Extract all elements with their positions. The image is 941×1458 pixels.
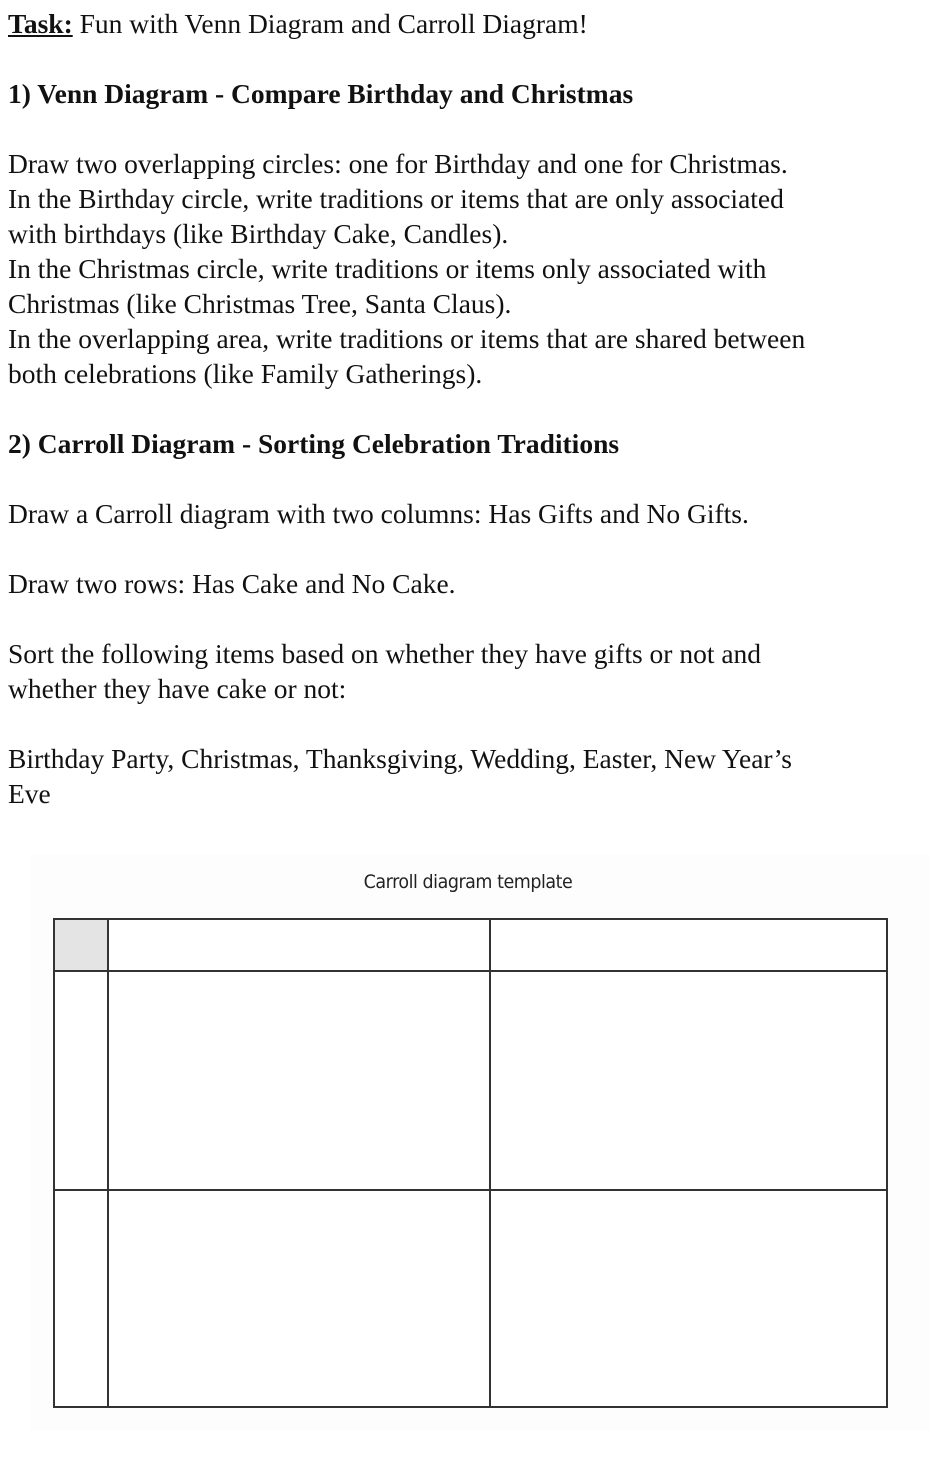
task-label: Task: (8, 8, 73, 39)
carroll-rows-instruction: Draw two rows: Has Cake and No Cake. (8, 568, 456, 599)
venn-instruction-line: In the overlapping area, write traditions or items that are shared between (8, 323, 806, 354)
carroll-diagram-grid (53, 918, 888, 1408)
section1-heading: 1) Venn Diagram - Compare Birthday and Christmas (8, 78, 634, 109)
venn-instruction-line: Draw two overlapping circles: one for Birthday and one for Christmas. (8, 148, 788, 179)
sort-instruction-line: whether they have cake or not: (8, 673, 347, 704)
row-header-cell (55, 972, 107, 1189)
sort-instruction-line: Sort the following items based on whether they have gifts or not and (8, 638, 762, 669)
row-header-cell (55, 1191, 107, 1406)
grid-cell (491, 1191, 886, 1406)
grid-cell (491, 972, 886, 1189)
task-title: Fun with Venn Diagram and Carroll Diagram! (79, 8, 588, 39)
venn-instruction-line: In the Birthday circle, write traditions or items that are only associated (8, 183, 784, 214)
items-list-line: Birthday Party, Christmas, Thanksgiving, Wedding, Easter, New Year’s (8, 743, 792, 774)
items-list-line: Eve (8, 778, 51, 809)
section2-heading: 2) Carroll Diagram - Sorting Celebration Traditions (8, 428, 620, 459)
template-title: Carroll diagram template (363, 871, 573, 893)
column-header-cell (491, 920, 886, 970)
venn-instruction-line: Christmas (like Christmas Tree, Santa Claus). (8, 288, 512, 319)
worksheet (8, 6, 933, 811)
grid-corner-cell (55, 920, 109, 972)
venn-instruction-line: both celebrations (like Family Gatherings). (8, 358, 483, 389)
carroll-columns-instruction: Draw a Carroll diagram with two columns: Has Gifts and No Gifts. (8, 498, 749, 529)
grid-cell (109, 972, 489, 1189)
task-line (8, 6, 933, 41)
venn-instruction-line: In the Christmas circle, write traditions or items only associated with (8, 253, 767, 284)
venn-instruction-line: with birthdays (like Birthday Cake, Candles). (8, 218, 509, 249)
grid-cell (109, 1191, 489, 1406)
column-header-cell (109, 920, 489, 970)
